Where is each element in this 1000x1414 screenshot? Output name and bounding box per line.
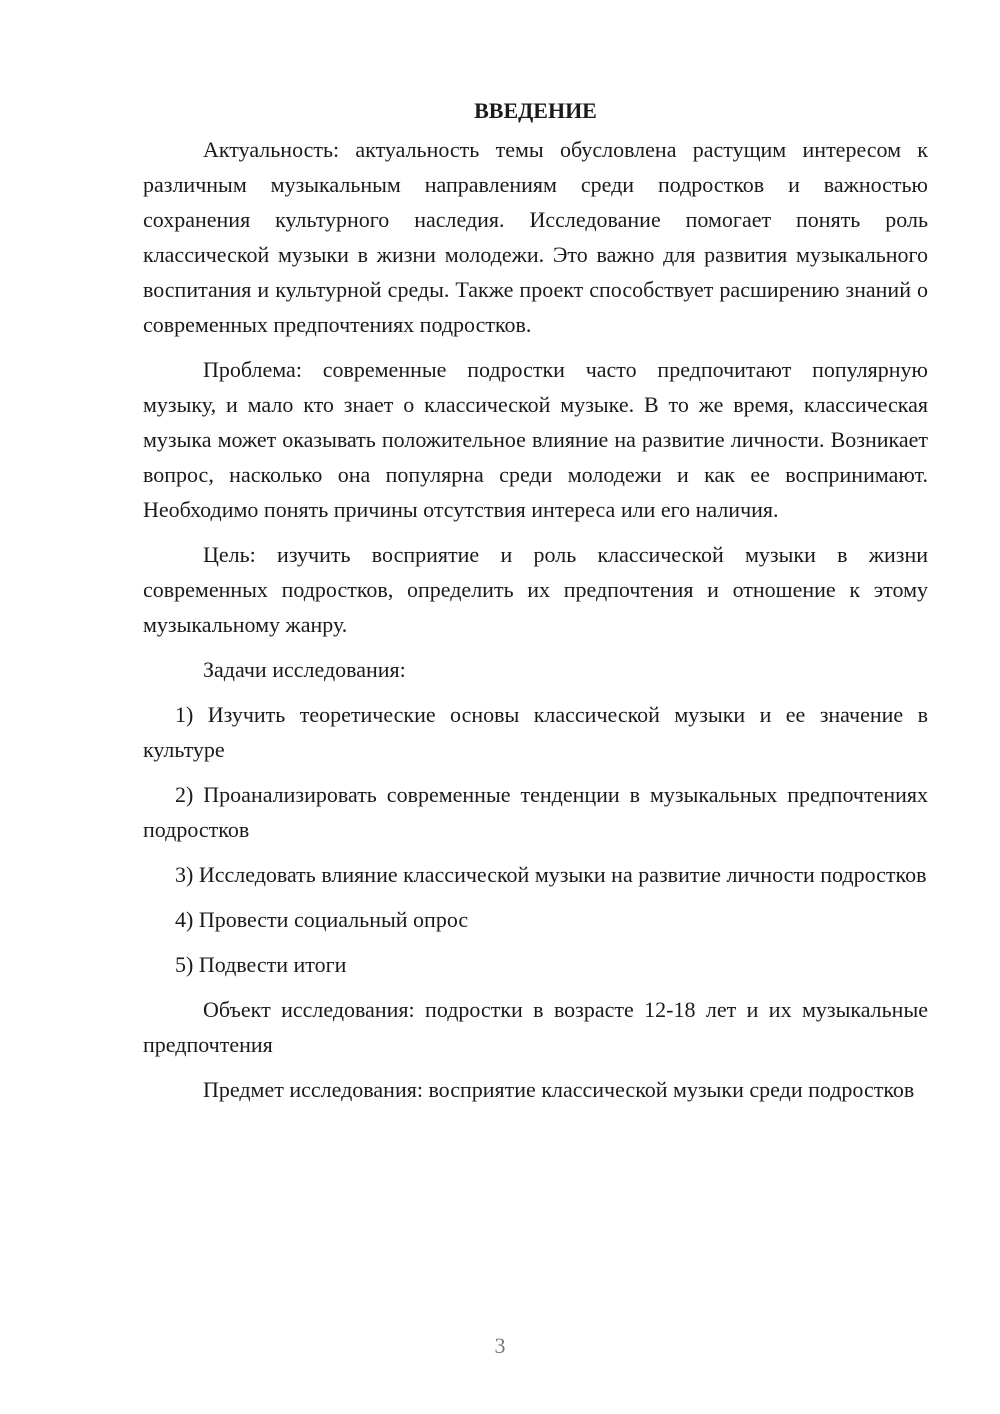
research-subject-paragraph: Предмет исследования: восприятие классической музыки среди подростков	[203, 1077, 915, 1102]
tasks-heading: Задачи исследования:	[203, 657, 406, 682]
task-item: 2) Проанализировать современные тенденции в музыкальных предпочтениях подростков	[143, 782, 928, 842]
task-item: 1) Изучить теоретические основы классической музыки и ее значение в культуре	[143, 702, 928, 762]
goal-paragraph: Цель: изучить восприятие и роль классической музыки в жизни современных подростков, определить их предпочтения и отношение к этому музыкальному жанру.	[143, 542, 928, 637]
research-object-paragraph: Объект исследования: подростки в возрасте 12-18 лет и их музыкальные предпочтения	[143, 997, 928, 1057]
section-heading: ВВЕДЕНИЕ	[474, 98, 597, 123]
problem-paragraph: Проблема: современные подростки часто предпочитают популярную музыку, и мало кто знает о классической музыке. В то же время, классическая музыка может оказывать положительное влияние на развитие личности. Возникает вопрос, насколько она популярна среди молодежи и как ее воспринимают. Необходимо понять причины отсутствия интереса или его наличия.	[143, 357, 928, 522]
task-item: 3) Исследовать влияние классической музыки на развитие личности подростков	[175, 862, 927, 887]
task-item: 4) Провести социальный опрос	[175, 907, 469, 932]
task-item: 5) Подвести итоги	[175, 952, 347, 977]
relevance-paragraph: Актуальность: актуальность темы обусловлена растущим интересом к различным музыкальным направлениям среди подростков и важностью сохранения культурного наследия. Исследование помогает понять роль классической музыки в жизни молодежи. Это важно для развития музыкального воспитания и культурной среды. Также проект способствует расширению знаний о современных предпочтениях подростков.	[143, 137, 928, 337]
page-number: 3	[494, 1333, 506, 1358]
